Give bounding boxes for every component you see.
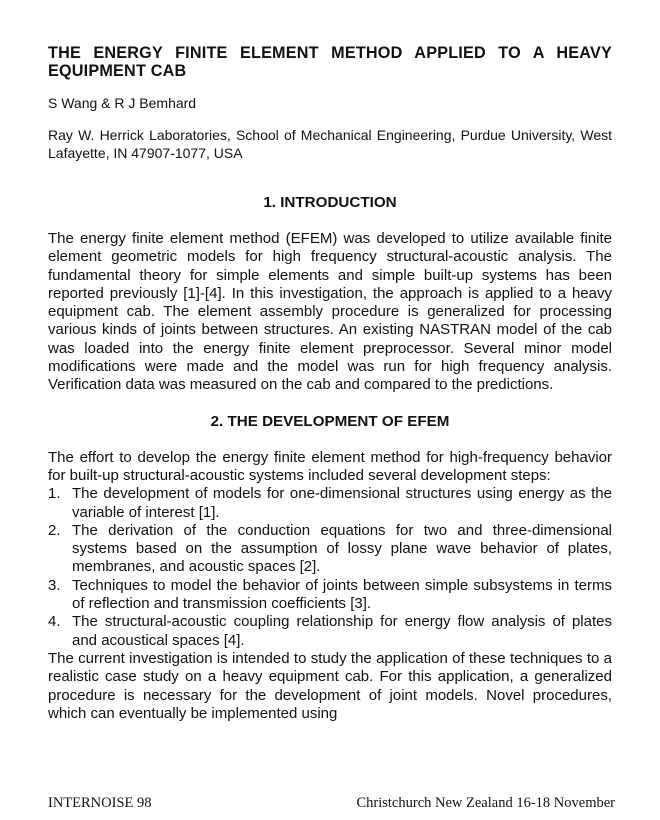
authors: S Wang & R J Bemhard (48, 95, 197, 111)
development-outro-paragraph: The current investigation is intended to study the application of these techniques to a realistic case study on a heavy equipment cab. For this application, a generalized procedure is necessary for the development of joint models. Novel procedures, which can eventually be implemented using (48, 649, 612, 722)
footer-conference: INTERNOISE 98 (48, 795, 152, 811)
list-item-number: 3. (48, 576, 61, 594)
affiliation: Ray W. Herrick Laboratories, School of Mechanical Engineering, Purdue University, West Lafayette, IN 47907-1077, USA (48, 127, 612, 161)
list-item-number: 4. (48, 613, 61, 631)
paper-page (48, 44, 612, 723)
development-steps-list (48, 485, 612, 650)
footer-location-date: Christchurch New Zealand 16-18 November (356, 795, 615, 811)
paper-title: THE ENERGY FINITE ELEMENT METHOD APPLIED TO A HEAVY EQUIPMENT CAB (48, 44, 612, 80)
list-item (48, 577, 612, 614)
list-item-number: 1. (48, 485, 61, 503)
section-heading-development: 2. THE DEVELOPMENT OF EFEM (210, 412, 450, 430)
introduction-paragraph: The energy finite element method (EFEM) was developed to utilize available finite element geometric models for high frequency structural-acoustic analysis. The fundamental theory for simple elements and simple built-up systems has been reported previously [1]-[4]. In this investigation, the approach is applied to a heavy equipment cab. The element assembly procedure is generalized for processing various kinds of joints between structures. An existing NASTRAN model of the cab was loaded into the energy finite element preprocessor. Several minor model modifications were made and the model was run for high frequency analysis. Verification data was measured on the cab and compared to the predictions. (48, 230, 612, 394)
list-item-text: Techniques to model the behavior of joints between simple subsystems in terms of reflection and transmission coefficients [3]. (72, 576, 612, 613)
list-item (48, 522, 612, 577)
development-intro-paragraph: The effort to develop the energy finite element method for high-frequency behavior for built-up structural-acoustic systems included several development steps: (48, 448, 612, 484)
list-item (48, 613, 612, 650)
list-item (48, 485, 612, 522)
list-item-text: The derivation of the conduction equations for two and three-dimensional systems based on the assumption of lossy plane wave behavior of plates, membranes, and acoustic spaces [2]. (72, 521, 612, 576)
section-heading-introduction: 1. INTRODUCTION (263, 194, 397, 211)
list-item-text: The development of models for one-dimensional structures using energy as the variable of interest [1]. (72, 485, 612, 521)
page-footer (48, 795, 615, 812)
list-item-text: The structural-acoustic coupling relationship for energy flow analysis of plates and acoustical spaces [4]. (72, 613, 612, 649)
list-item-number: 2. (48, 521, 61, 539)
